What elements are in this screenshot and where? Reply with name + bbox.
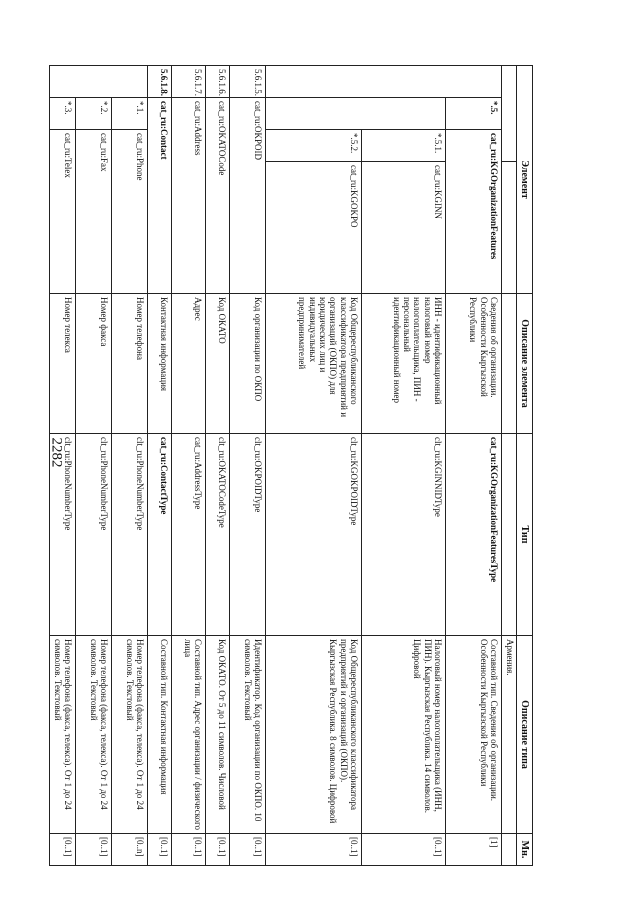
row-type-desc: Код ОКАТО. От 5 до 11 символов. Числовой <box>206 636 230 834</box>
page-number: 2282 <box>48 437 65 468</box>
row-mult: [0..1] <box>76 834 112 866</box>
row-type-desc: Код Общереспубликанского классификатора предприятий и организаций (ОКПО). Кыргызская Республика. 8 символов. Цифровой <box>266 636 362 834</box>
row-type: clt_ru:PhoneNumberType <box>112 434 148 636</box>
fragment-type-desc: Армения. <box>502 636 517 834</box>
row-element: cat_ru:Telex <box>50 130 76 294</box>
row-type-desc: Составной тип. Сведения об организации. Особенности Кыргызской Республики <box>446 636 502 834</box>
row-num: *.3. <box>50 98 76 130</box>
header-type-desc: Описание типа <box>517 636 533 834</box>
row-mult: [0..1] <box>266 834 362 866</box>
row-element-desc: Адрес <box>172 294 206 434</box>
row-element: cat_ru:Address <box>172 98 206 294</box>
row-mult: [0..1] <box>148 834 172 866</box>
row-element: cat_ru:OKPOID <box>230 98 266 294</box>
table-row <box>172 66 206 866</box>
row-element: cat_ru:KGOKPO <box>266 162 362 294</box>
row-num: *.1. <box>112 98 148 130</box>
table-row-fragment <box>502 66 517 866</box>
row-element-desc: Код ОКАТО <box>206 294 230 434</box>
row-element: cat_ru:OKATOCode <box>206 98 230 294</box>
row-type: cat_ru:ContactType <box>148 434 172 636</box>
row-type-desc: Номер телефона (факса, телекса). От 1 до 24 символов. Текстовый <box>50 636 76 834</box>
row-mult: [0..1] <box>230 834 266 866</box>
schema-table <box>49 65 533 866</box>
row-element-desc: Контактная информация <box>148 294 172 434</box>
row-type-desc: Идентификатор. Код организации по ОКПО. 10 символов. Текстовый <box>230 636 266 834</box>
table-row <box>76 66 112 866</box>
row-num: 5.6.1.6. <box>206 66 230 98</box>
row-mult: [0..1] <box>206 834 230 866</box>
row-element-desc: Номер факса <box>76 294 112 434</box>
row-type-desc: Составной тип. Контактная информация <box>148 636 172 834</box>
header-type: Тип <box>517 434 533 636</box>
table-row <box>446 66 502 866</box>
table-row <box>206 66 230 866</box>
row-type: clt_ru:OKPOIDType <box>230 434 266 636</box>
row-mult: [0..1] <box>362 834 446 866</box>
table-row <box>362 66 446 866</box>
row-num: *.5.2. <box>266 130 362 162</box>
row-element: cat_ru:KGOrganizationFeatures <box>446 130 502 294</box>
row-type: clt_ru:PhoneNumberType <box>50 434 76 636</box>
table-row <box>266 66 362 866</box>
row-num: 5.6.1.5. <box>230 66 266 98</box>
header-element-desc: Описание элемента <box>517 294 533 434</box>
row-num: 5.6.1.7. <box>172 66 206 98</box>
row-element-desc: Номер телефона <box>112 294 148 434</box>
row-type: clt_ru:OKATOCodeType <box>206 434 230 636</box>
row-mult: [0..1] <box>50 834 76 866</box>
table-row <box>50 66 76 866</box>
row-type-desc: Составной тип. Адрес организации / физического лица <box>172 636 206 834</box>
row-num: *.2. <box>76 98 112 130</box>
header-multiplicity: Мн. <box>517 834 533 866</box>
row-type: cat_ru:AddressType <box>172 434 206 636</box>
header-element: Элемент <box>517 66 533 294</box>
row-type-desc: Номер телефона (факса, телекса). От 1 до 24 символов. Текстовый <box>76 636 112 834</box>
table-row <box>112 66 148 866</box>
header-row <box>517 66 533 866</box>
row-element-desc: Код организации по ОКПО <box>230 294 266 434</box>
row-type-desc: Налоговый номер налогоплательщика (ИНН, ПИН). Кыргызская Республика. 14 символов. Цифровой <box>362 636 446 834</box>
row-element-desc: Сведения об организации. Особенности Кыргызской Республики <box>446 294 502 434</box>
row-type-desc: Номер телефона (факса, телекса). От 1 до 24 символов. Текстовый <box>112 636 148 834</box>
row-type: clt_ru:KGOKPOIDType <box>266 434 362 636</box>
row-element-desc: Код Общереспубликанского классификатора предприятий и организаций (ОКПО) для юридических лиц и индивидуальных предпринимателей <box>266 294 362 434</box>
row-element: cat_ru:KGINN <box>362 162 446 294</box>
row-mult: [1] <box>446 834 502 866</box>
row-mult: [0..1] <box>172 834 206 866</box>
row-element: cat_ru:Fax <box>76 130 112 294</box>
row-element: cat_ru:Contact <box>148 98 172 294</box>
table-row <box>148 66 172 866</box>
row-element-desc: ИНН - идентификационный налоговый номер налогоплательщика, ПИН - персональный идентификационный номер <box>362 294 446 434</box>
row-mult: [0..n] <box>112 834 148 866</box>
row-num: *.5. <box>446 98 502 130</box>
row-num: 5.6.1.8. <box>148 66 172 98</box>
row-type: clt_ru:PhoneNumberType <box>76 434 112 636</box>
row-type: cat_ru:KGOrganizationFeaturesType <box>446 434 502 636</box>
row-num: *.5.1. <box>362 130 446 162</box>
row-element: cat_ru:Phone <box>112 130 148 294</box>
row-element-desc: Номер телекса <box>50 294 76 434</box>
row-type: clt_ru:KGINNIDType <box>362 434 446 636</box>
table-row <box>230 66 266 866</box>
